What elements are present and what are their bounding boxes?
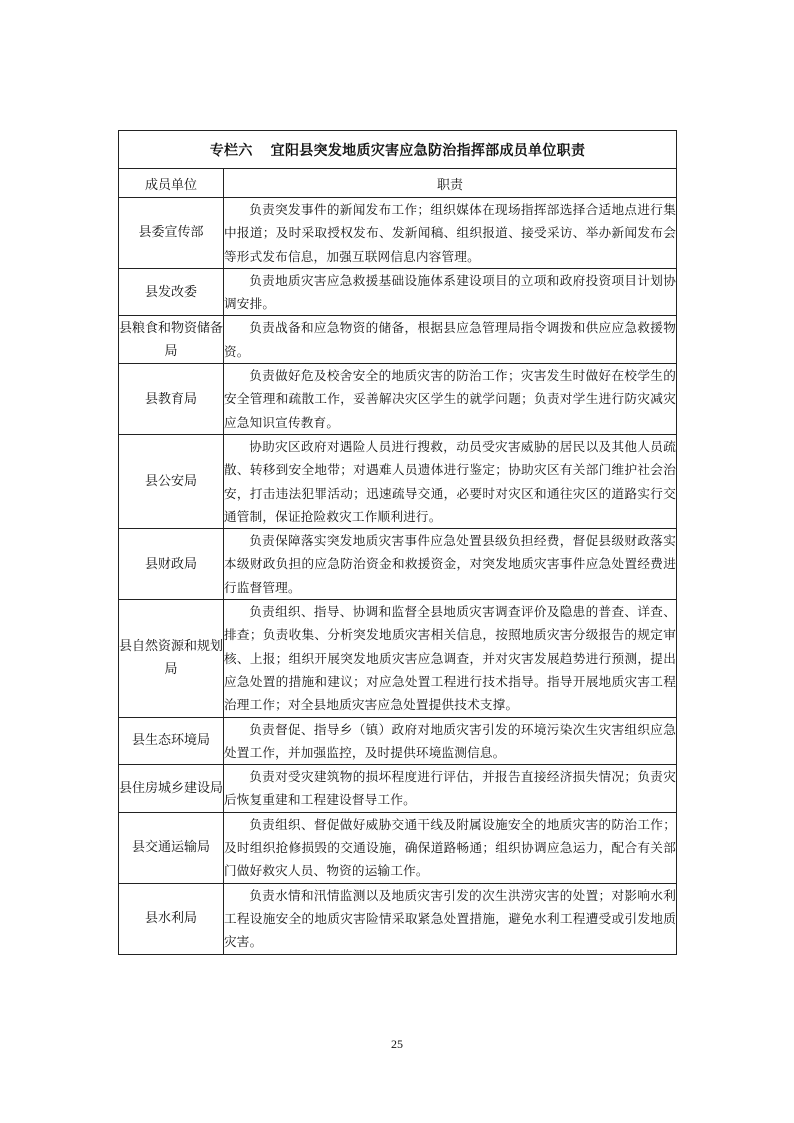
table-row	[119, 268, 677, 316]
duty-cell: 负责对受灾建筑物的损坏程度进行评估，并报告直接经济损失情况；负责灾后恢复重建和工程建设督导工作。	[224, 765, 677, 813]
unit-cell: 县住房城乡建设局	[119, 765, 224, 813]
duty-cell: 负责组织、指导、协调和监督全县地质灾害调查评价及隐患的普查、详查、排查；负责收集、分析突发地质灾害相关信息，按照地质灾害分级报告的规定审核、上报；组织开展突发地质灾害应急调查，并对灾害发展趋势进行预测，提出应急处置的措施和建议；对应急处置工程进行技术指导。指导开展地质灾害工程治理工作；对全县地质灾害应急处置提供技术支撑。	[224, 600, 677, 717]
table-title-text: 宜阳县突发地质灾害应急防治指挥部成员单位职责	[270, 142, 586, 159]
unit-cell: 县水利局	[119, 883, 224, 954]
column-header-unit: 成员单位	[119, 169, 224, 198]
duty-cell: 负责突发事件的新闻发布工作；组织媒体在现场指挥部选择合适地点进行集中报道；及时采取授权发布、发新闻稿、组织报道、接受采访、举办新闻发布会等形式发布信息，加强互联网信息内容管理。	[224, 198, 677, 269]
duty-cell: 负责组织、督促做好威胁交通干线及附属设施安全的地质灾害的防治工作；及时组织抢修损毁的交通设施，确保道路畅通；组织协调应急运力，配合有关部门做好救灾人员、物资的运输工作。	[224, 812, 677, 883]
table-row	[119, 529, 677, 600]
duty-cell: 负责地质灾害应急救援基础设施体系建设项目的立项和政府投资项目计划协调安排。	[224, 268, 677, 316]
table-row	[119, 364, 677, 435]
unit-cell: 县教育局	[119, 364, 224, 435]
unit-cell: 县交通运输局	[119, 812, 224, 883]
unit-cell: 县财政局	[119, 529, 224, 600]
page-number: 25	[391, 1037, 403, 1051]
table-row	[119, 883, 677, 954]
table-row	[119, 316, 677, 364]
unit-cell: 县生态环境局	[119, 717, 224, 765]
unit-cell: 县公安局	[119, 434, 224, 528]
unit-cell: 县委宣传部	[119, 198, 224, 269]
unit-cell: 县发改委	[119, 268, 224, 316]
table-row	[119, 434, 677, 528]
table-header-row	[119, 169, 677, 198]
column-header-duty: 职责	[224, 169, 677, 198]
duty-cell: 负责保障落实突发地质灾害事件应急处置县级负担经费，督促县级财政落实本级财政负担的应急防治资金和救援资金，对突发地质灾害事件应急处置经费进行监督管理。	[224, 529, 677, 600]
table-row	[119, 600, 677, 717]
unit-cell: 县粮食和物资储备局	[119, 316, 224, 364]
duty-cell: 负责做好危及校舍安全的地质灾害的防治工作；灾害发生时做好在校学生的安全管理和疏散工作，妥善解决灾区学生的就学问题；负责对学生进行防灾减灾应急知识宣传教育。	[224, 364, 677, 435]
table-title-prefix: 专栏六	[209, 142, 253, 159]
unit-cell: 县自然资源和规划局	[119, 600, 224, 717]
duty-cell: 协助灾区政府对遇险人员进行搜救，动员受灾害威胁的居民以及其他人员疏散、转移到安全地带；对遇难人员遗体进行鉴定；协助灾区有关部门维护社会治安，打击违法犯罪活动；迅速疏导交通，必要时对灾区和通往灾区的道路实行交通管制，保证抢险救灾工作顺利进行。	[224, 434, 677, 528]
duty-table	[118, 130, 677, 955]
table-row	[119, 717, 677, 765]
table-row	[119, 198, 677, 269]
table-row	[119, 812, 677, 883]
duty-cell: 负责水情和汛情监测以及地质灾害引发的次生洪涝灾害的处置；对影响水利工程设施安全的地质灾害险情采取紧急处置措施，避免水利工程遭受或引发地质灾害。	[224, 883, 677, 954]
table-row	[119, 765, 677, 813]
table-title-row	[119, 131, 677, 169]
duty-cell: 负责督促、指导乡（镇）政府对地质灾害引发的环境污染次生灾害组织应急处置工作，并加强监控，及时提供环境监测信息。	[224, 717, 677, 765]
duty-cell: 负责战备和应急物资的储备，根据县应急管理局指令调拨和供应应急救援物资。	[224, 316, 677, 364]
table-title	[119, 131, 677, 169]
